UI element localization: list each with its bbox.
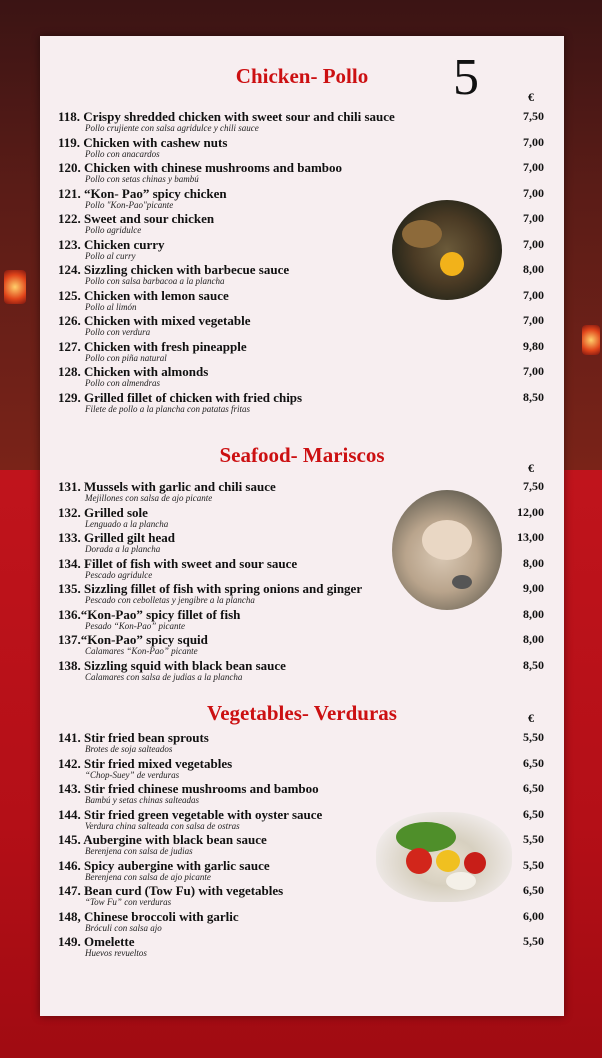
menu-item bbox=[58, 909, 548, 935]
currency-header-seafood: € bbox=[528, 461, 534, 475]
menu-item-name: 127. Chicken with fresh pineapple bbox=[58, 338, 247, 354]
menu-item-name: 125. Chicken with lemon sauce bbox=[58, 287, 229, 303]
menu-item-translation: Pollo agridulce bbox=[85, 225, 142, 235]
menu-item bbox=[58, 339, 548, 365]
menu-item bbox=[58, 160, 548, 186]
menu-item-name: 128. Chicken with almonds bbox=[58, 364, 209, 379]
menu-item-translation: “Chop-Suey” de verduras bbox=[85, 769, 180, 780]
menu-item-translation: Berenjena con salsa de ajo picante bbox=[85, 871, 211, 882]
currency-header-chicken: € bbox=[528, 90, 534, 104]
menu-item-name: 149. Omelette bbox=[58, 934, 135, 949]
menu-item-translation: Pollo "Kon-Pao"picante bbox=[85, 199, 174, 210]
menu-item-translation: Mejillones con salsa de ajo picante bbox=[85, 493, 213, 503]
menu-item-price: 6,50 bbox=[523, 755, 544, 770]
menu-item-price: 9,00 bbox=[523, 581, 544, 595]
menu-item-price: 6,00 bbox=[523, 908, 544, 923]
menu-item-price: 7,00 bbox=[523, 364, 544, 378]
menu-item-name: 145. Aubergine with black bean sauce bbox=[58, 832, 267, 847]
menu-item-name: 147. Bean curd (Tow Fu) with vegetables bbox=[58, 883, 284, 898]
menu-item-price: 7,50 bbox=[523, 479, 544, 493]
chicken-list bbox=[58, 109, 548, 415]
menu-item-name: 132. Grilled sole bbox=[58, 504, 148, 520]
menu-item-price: 7,50 bbox=[523, 109, 544, 123]
menu-item bbox=[58, 807, 548, 833]
section-title-chicken: Chicken- Pollo bbox=[235, 64, 369, 88]
menu-item bbox=[58, 632, 548, 658]
menu-item-translation: Verdura china salteada con salsa de ostras bbox=[85, 820, 240, 831]
lantern-left-icon bbox=[4, 270, 26, 304]
vegetables-list bbox=[58, 730, 548, 960]
menu-item-translation: Filete de pollo a la plancha con patatas fritas bbox=[85, 403, 250, 414]
menu-item-translation: Pollo al limón bbox=[85, 301, 137, 312]
menu-item-name: 129. Grilled fillet of chicken with fried chips bbox=[58, 389, 303, 405]
menu-item-name: 148, Chinese broccoli with garlic bbox=[58, 908, 239, 924]
menu-item-translation: Bambú y setas chinas salteadas bbox=[85, 795, 199, 805]
menu-item-price: 7,00 bbox=[523, 185, 544, 200]
menu-item bbox=[58, 186, 548, 212]
menu-item bbox=[58, 109, 548, 135]
menu-item-price: 7,00 bbox=[523, 313, 544, 327]
menu-item-name: 131. Mussels with garlic and chili sauce bbox=[58, 479, 276, 494]
menu-item-translation: Pollo al curry bbox=[85, 250, 136, 261]
menu-item-translation: Pescado con cebolletas y jengibre a la plancha bbox=[85, 595, 255, 605]
menu-item-price: 5,50 bbox=[523, 857, 544, 872]
menu-item-price: 5,50 bbox=[523, 934, 544, 948]
menu-item-name: 119. Chicken with cashew nuts bbox=[58, 134, 228, 150]
menu-item-translation: Calamares “Kon-Pao” picante bbox=[85, 646, 198, 656]
menu-item-name: 142. Stir fried mixed vegetables bbox=[58, 755, 233, 771]
section-title-seafood: Seafood- Mariscos bbox=[219, 443, 385, 467]
menu-item-price: 8,00 bbox=[523, 632, 544, 646]
menu-item bbox=[58, 530, 548, 556]
menu-item-translation: Calamares con salsa de judias a la plancha bbox=[85, 671, 243, 682]
menu-item-name: 121. “Kon- Pao” spicy chicken bbox=[58, 185, 227, 201]
menu-item-name: 134. Fillet of fish with sweet and sour sauce bbox=[58, 555, 298, 571]
menu-item-translation: Brotes de soja salteados bbox=[85, 744, 173, 754]
menu-item-price: 7,00 bbox=[523, 134, 544, 149]
menu-item-translation: Lenguado a la plancha bbox=[85, 518, 169, 529]
menu-item-name: 123. Chicken curry bbox=[58, 236, 165, 252]
menu-item-name: 143. Stir fried chinese mushrooms and bamboo bbox=[58, 781, 319, 796]
page-number: 5 bbox=[453, 49, 479, 106]
menu-item-name: 120. Chicken with chinese mushrooms and bamboo bbox=[58, 160, 343, 175]
menu-item-price: 6,50 bbox=[523, 781, 544, 795]
menu-item-translation: Pollo con setas chinas y bambú bbox=[85, 174, 199, 184]
menu-item bbox=[58, 135, 548, 161]
menu-item-name: 138. Sizzling squid with black bean sauce bbox=[58, 657, 286, 673]
seafood-list bbox=[58, 479, 548, 683]
menu-item-price: 12,00 bbox=[517, 504, 544, 519]
menu-item-translation: Bróculi con salsa ajo bbox=[85, 922, 162, 933]
menu-item-price: 5,50 bbox=[523, 832, 544, 846]
menu-item bbox=[58, 211, 548, 237]
menu-item bbox=[58, 505, 548, 531]
menu-item-name: 124. Sizzling chicken with barbecue sauce bbox=[58, 262, 290, 277]
menu-item-name: 146. Spicy aubergine with garlic sauce bbox=[58, 857, 270, 873]
menu-item-translation: Pollo con piña natural bbox=[85, 352, 167, 363]
lantern-right-icon bbox=[582, 325, 600, 355]
menu-item bbox=[58, 658, 548, 684]
menu-item-translation: Dorada a la plancha bbox=[85, 544, 161, 554]
menu-item bbox=[58, 832, 548, 858]
menu-item bbox=[58, 883, 548, 909]
menu-item-name: 135. Sizzling fillet of fish with spring onions and ginger bbox=[58, 581, 363, 596]
menu-item-translation: Pollo con verdura bbox=[85, 327, 151, 337]
menu-item-translation: Pescado agridulce bbox=[85, 569, 153, 580]
menu-item-translation: Pollo con almendras bbox=[85, 378, 160, 388]
menu-item-price: 7,00 bbox=[523, 160, 544, 174]
menu-item-translation: Pollo crujiente con salsa agridulce y chili sauce bbox=[85, 123, 259, 133]
menu-item bbox=[58, 479, 548, 505]
menu-item-price: 6,50 bbox=[523, 806, 544, 821]
menu-item-name: 144. Stir fried green vegetable with oyster sauce bbox=[58, 806, 323, 822]
menu-item bbox=[58, 390, 548, 416]
menu-item bbox=[58, 858, 548, 884]
menu-item-name: 118. Crispy shredded chicken with sweet sour and chili sauce bbox=[58, 109, 395, 124]
menu-item bbox=[58, 934, 548, 960]
menu-item bbox=[58, 607, 548, 633]
menu-item-price: 7,00 bbox=[523, 211, 544, 225]
menu-item-price: 8,00 bbox=[523, 606, 544, 621]
menu-item-name: 137.“Kon-Pao” spicy squid bbox=[58, 632, 208, 647]
menu-item-translation: Pollo con salsa barbacoa a la plancha bbox=[85, 276, 225, 286]
menu-item-name: 133. Grilled gilt head bbox=[58, 530, 175, 545]
menu-item-price: 7,00 bbox=[523, 236, 544, 251]
menu-item-price: 8,50 bbox=[523, 389, 544, 404]
menu-item-price: 6,50 bbox=[523, 883, 544, 897]
menu-item-translation: Berenjena con salsa de judias bbox=[85, 846, 193, 856]
menu-item-name: 141. Stir fried bean sprouts bbox=[58, 730, 209, 745]
currency-header-vegetables: € bbox=[528, 711, 534, 725]
menu-item-price: 8,50 bbox=[523, 657, 544, 672]
menu-item-price: 5,50 bbox=[523, 730, 544, 744]
menu-item bbox=[58, 237, 548, 263]
menu-item bbox=[58, 756, 548, 782]
menu-item-price: 8,00 bbox=[523, 555, 544, 570]
menu-item bbox=[58, 364, 548, 390]
menu-item-translation: Pollo con anacardos bbox=[85, 148, 160, 159]
menu-item bbox=[58, 262, 548, 288]
menu-item bbox=[58, 556, 548, 582]
menu-item-price: 9,80 bbox=[523, 338, 544, 353]
menu-item-price: 13,00 bbox=[517, 530, 544, 544]
menu-item-price: 7,00 bbox=[523, 287, 544, 302]
menu-item bbox=[58, 781, 548, 807]
menu-item-name: 126. Chicken with mixed vegetable bbox=[58, 313, 251, 328]
menu-item bbox=[58, 288, 548, 314]
menu-item-translation: “Tow Fu” con verduras bbox=[85, 897, 172, 907]
section-title-vegetables: Vegetables- Verduras bbox=[207, 701, 397, 725]
menu-item-name: 136.“Kon-Pao” spicy fillet of fish bbox=[58, 606, 241, 622]
menu-item-price: 8,00 bbox=[523, 262, 544, 276]
menu-item bbox=[58, 581, 548, 607]
menu-item bbox=[58, 313, 548, 339]
menu-item-name: 122. Sweet and sour chicken bbox=[58, 211, 215, 226]
menu-item-translation: Pesado “Kon-Pao” picante bbox=[85, 620, 185, 631]
menu-item bbox=[58, 730, 548, 756]
menu-item-translation: Huevos revueltos bbox=[85, 948, 147, 958]
